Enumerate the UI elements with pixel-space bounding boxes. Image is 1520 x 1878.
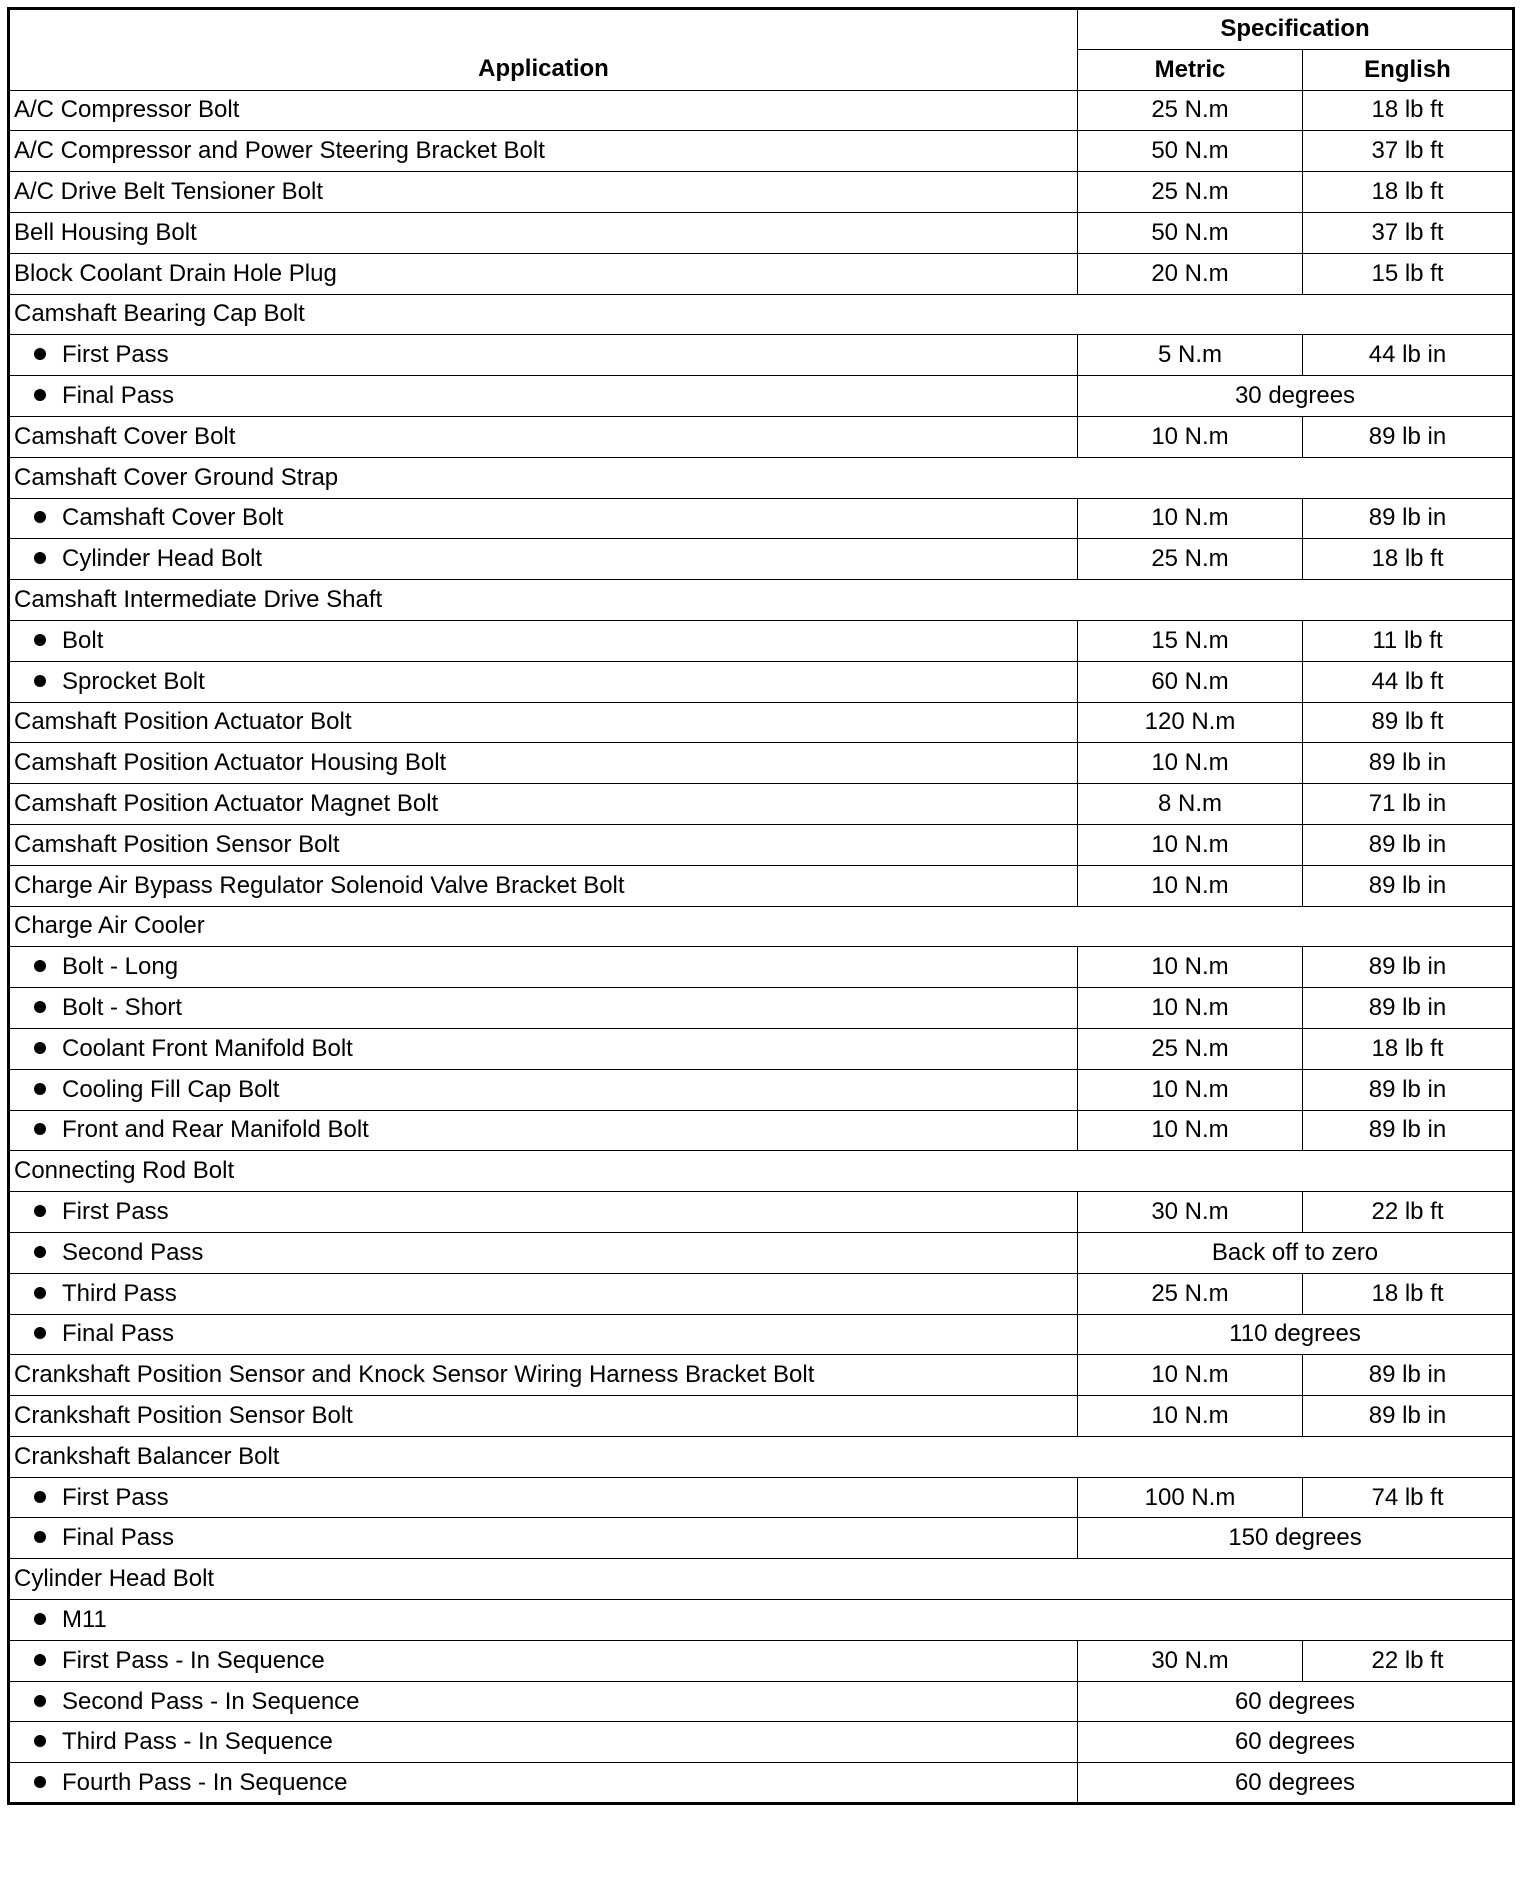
table-row: [9, 1069, 1514, 1110]
metric-value: 60 N.m: [1078, 661, 1303, 702]
metric-value: 25 N.m: [1078, 90, 1303, 131]
bullet-icon: [34, 389, 46, 401]
application-label: Block Coolant Drain Hole Plug: [14, 259, 337, 287]
table-group-row: [9, 1559, 1514, 1600]
english-value: 89 lb in: [1303, 865, 1514, 906]
table-group-row: [9, 1600, 1514, 1641]
table-row: [9, 1110, 1514, 1151]
metric-value: 100 N.m: [1078, 1477, 1303, 1518]
table-row: [9, 865, 1514, 906]
table-row: [9, 1232, 1514, 1273]
metric-value: 8 N.m: [1078, 784, 1303, 825]
bullet-icon: [34, 1695, 46, 1707]
application-cell: [9, 1110, 1078, 1151]
application-label: First Pass: [62, 1198, 169, 1225]
application-cell: [9, 906, 1514, 947]
application-label: Second Pass: [62, 1238, 204, 1266]
table-row: [9, 376, 1514, 417]
bullet-icon: [34, 675, 46, 687]
application-label: First Pass: [62, 341, 169, 369]
application-label: Crankshaft Position Sensor and Knock Sensor Wiring Harness Bracket Bolt: [14, 1361, 815, 1389]
metric-header: Metric: [1078, 49, 1303, 90]
application-label: Cylinder Head Bolt: [14, 1565, 215, 1593]
application-label: A/C Compressor and Power Steering Bracket Bolt: [14, 137, 545, 165]
table-row: [9, 1681, 1514, 1722]
application-cell: [9, 947, 1078, 988]
table-row: [9, 172, 1514, 213]
table-row: [9, 1314, 1514, 1355]
english-value: 18 lb ft: [1303, 172, 1514, 213]
metric-value: 5 N.m: [1078, 335, 1303, 376]
bullet-icon: [34, 511, 46, 523]
metric-value: 10 N.m: [1078, 988, 1303, 1029]
application-label: First Pass: [62, 1483, 169, 1511]
table-row: [9, 620, 1514, 661]
application-cell: [9, 1681, 1078, 1722]
bullet-icon: [34, 552, 46, 564]
bullet-icon: [34, 1654, 46, 1666]
bullet-icon: [34, 1327, 46, 1339]
application-label: Camshaft Intermediate Drive Shaft: [14, 586, 383, 614]
specification-value: 150 degrees: [1078, 1518, 1514, 1559]
application-label: Charge Air Bypass Regulator Solenoid Valve Bracket Bolt: [14, 871, 625, 899]
specification-value: Back off to zero: [1078, 1232, 1514, 1273]
application-cell: [9, 131, 1078, 172]
table-row: [9, 947, 1514, 988]
torque-spec-table: [7, 7, 1515, 1805]
application-cell: [9, 620, 1078, 661]
application-cell: [9, 90, 1078, 131]
english-value: 37 lb ft: [1303, 212, 1514, 253]
application-cell: [9, 1151, 1514, 1192]
application-cell: [9, 172, 1078, 213]
table-group-row: [9, 580, 1514, 621]
metric-value: 10 N.m: [1078, 824, 1303, 865]
english-value: 18 lb ft: [1303, 1273, 1514, 1314]
bullet-icon: [34, 1491, 46, 1503]
application-label: Final Pass: [62, 1320, 175, 1348]
english-value: 74 lb ft: [1303, 1477, 1514, 1518]
metric-value: 25 N.m: [1078, 539, 1303, 580]
english-value: 89 lb in: [1303, 743, 1514, 784]
english-value: 44 lb in: [1303, 335, 1514, 376]
application-label: Final Pass: [62, 382, 175, 410]
metric-value: 30 N.m: [1078, 1640, 1303, 1681]
application-cell: [9, 743, 1078, 784]
application-label: Bolt - Short: [62, 994, 183, 1022]
table-row: [9, 784, 1514, 825]
application-label: First Pass - In Sequence: [62, 1646, 325, 1674]
application-cell: [9, 212, 1078, 253]
application-label: Third Pass: [62, 1279, 177, 1307]
metric-value: 25 N.m: [1078, 1028, 1303, 1069]
table-row: [9, 1640, 1514, 1681]
application-cell: [9, 1396, 1078, 1437]
bullet-icon: [34, 1246, 46, 1258]
application-cell: [9, 784, 1078, 825]
bullet-icon: [34, 348, 46, 360]
table-row: [9, 253, 1514, 294]
table-row: [9, 1192, 1514, 1233]
bullet-icon: [34, 1083, 46, 1095]
application-cell: [9, 253, 1078, 294]
bullet-icon: [34, 1123, 46, 1135]
metric-value: 25 N.m: [1078, 172, 1303, 213]
application-cell: [9, 988, 1078, 1029]
bullet-icon: [34, 1776, 46, 1788]
application-cell: [9, 1518, 1078, 1559]
metric-value: 10 N.m: [1078, 1355, 1303, 1396]
application-label: M11: [62, 1605, 107, 1633]
application-cell: [9, 376, 1078, 417]
metric-value: 25 N.m: [1078, 1273, 1303, 1314]
application-label: Camshaft Cover Ground Strap: [14, 463, 339, 491]
metric-value: 10 N.m: [1078, 865, 1303, 906]
application-label: A/C Compressor Bolt: [14, 96, 240, 124]
application-cell: [9, 294, 1514, 335]
table-group-row: [9, 294, 1514, 335]
metric-value: 10 N.m: [1078, 743, 1303, 784]
english-value: 22 lb ft: [1303, 1640, 1514, 1681]
application-label: Fourth Pass - In Sequence: [62, 1768, 348, 1796]
table-row: [9, 988, 1514, 1029]
application-cell: [9, 824, 1078, 865]
application-cell: [9, 1314, 1078, 1355]
metric-value: 10 N.m: [1078, 498, 1303, 539]
application-label: Cylinder Head Bolt: [62, 545, 263, 573]
table-row: [9, 743, 1514, 784]
bullet-icon: [34, 1735, 46, 1747]
english-value: 18 lb ft: [1303, 539, 1514, 580]
application-label: Camshaft Position Sensor Bolt: [14, 830, 340, 858]
bullet-icon: [34, 960, 46, 972]
application-label: Connecting Rod Bolt: [14, 1157, 235, 1185]
bullet-icon: [34, 1531, 46, 1543]
application-cell: [9, 1273, 1078, 1314]
application-label: Camshaft Cover Bolt: [14, 422, 236, 450]
application-cell: [9, 1477, 1078, 1518]
table-row: [9, 335, 1514, 376]
application-label: Bolt: [62, 626, 104, 654]
application-cell: [9, 457, 1514, 498]
table-row: [9, 1396, 1514, 1437]
application-label: Bell Housing Bolt: [14, 218, 197, 246]
table-header: [9, 9, 1514, 91]
specification-value: 110 degrees: [1078, 1314, 1514, 1355]
metric-value: 50 N.m: [1078, 131, 1303, 172]
table-group-row: [9, 457, 1514, 498]
metric-value: 10 N.m: [1078, 1069, 1303, 1110]
english-value: 89 lb in: [1303, 416, 1514, 457]
application-label: Camshaft Cover Bolt: [62, 504, 284, 532]
metric-value: 20 N.m: [1078, 253, 1303, 294]
english-value: 89 lb ft: [1303, 702, 1514, 743]
specification-value: 60 degrees: [1078, 1681, 1514, 1722]
application-label: Charge Air Cooler: [14, 912, 205, 940]
english-value: 18 lb ft: [1303, 1028, 1514, 1069]
application-label: Bolt - Long: [62, 953, 179, 981]
metric-value: 120 N.m: [1078, 702, 1303, 743]
application-label: Crankshaft Position Sensor Bolt: [14, 1401, 353, 1429]
application-label: Camshaft Position Actuator Magnet Bolt: [14, 790, 439, 818]
specification-value: 60 degrees: [1078, 1722, 1514, 1763]
metric-value: 10 N.m: [1078, 947, 1303, 988]
english-value: 89 lb in: [1303, 498, 1514, 539]
application-cell: [9, 1069, 1078, 1110]
table-row: [9, 1722, 1514, 1763]
metric-value: 30 N.m: [1078, 1192, 1303, 1233]
metric-value: 15 N.m: [1078, 620, 1303, 661]
application-label: Final Pass: [62, 1524, 175, 1552]
english-value: 22 lb ft: [1303, 1192, 1514, 1233]
application-label: Sprocket Bolt: [62, 667, 205, 695]
table-row: [9, 1355, 1514, 1396]
application-cell: [9, 580, 1514, 621]
application-label: Second Pass - In Sequence: [62, 1687, 360, 1715]
table-row: [9, 539, 1514, 580]
table-row: [9, 1273, 1514, 1314]
table-group-row: [9, 1436, 1514, 1477]
bullet-icon: [34, 1613, 46, 1625]
bullet-icon: [34, 634, 46, 646]
application-cell: [9, 539, 1078, 580]
application-cell: [9, 1232, 1078, 1273]
bullet-icon: [34, 1001, 46, 1013]
specification-header: Specification: [1078, 9, 1514, 50]
english-value: 89 lb in: [1303, 1110, 1514, 1151]
table-row: [9, 90, 1514, 131]
english-value: 15 lb ft: [1303, 253, 1514, 294]
application-cell: [9, 1192, 1078, 1233]
specification-value: 60 degrees: [1078, 1763, 1514, 1804]
english-value: 37 lb ft: [1303, 131, 1514, 172]
table-row: [9, 1763, 1514, 1804]
english-value: 44 lb ft: [1303, 661, 1514, 702]
table-row: [9, 1477, 1514, 1518]
table-row: [9, 498, 1514, 539]
application-cell: [9, 1559, 1514, 1600]
table-row: [9, 661, 1514, 702]
table-row: [9, 702, 1514, 743]
application-label: Crankshaft Balancer Bolt: [14, 1442, 280, 1470]
application-label: Third Pass - In Sequence: [62, 1728, 333, 1756]
application-cell: [9, 702, 1078, 743]
application-cell: [9, 1028, 1078, 1069]
application-cell: [9, 1436, 1514, 1477]
english-value: 89 lb in: [1303, 1396, 1514, 1437]
english-value: 89 lb in: [1303, 947, 1514, 988]
english-value: 89 lb in: [1303, 1355, 1514, 1396]
application-label: Coolant Front Manifold Bolt: [62, 1034, 353, 1062]
header-row-top: [9, 9, 1514, 50]
metric-value: 10 N.m: [1078, 1396, 1303, 1437]
english-value: 89 lb in: [1303, 824, 1514, 865]
table-row: [9, 1518, 1514, 1559]
application-header: Application: [9, 9, 1078, 91]
table-group-row: [9, 1151, 1514, 1192]
application-label: A/C Drive Belt Tensioner Bolt: [14, 178, 324, 206]
application-cell: [9, 416, 1078, 457]
application-label: Front and Rear Manifold Bolt: [62, 1116, 369, 1144]
application-cell: [9, 865, 1078, 906]
english-value: 89 lb in: [1303, 988, 1514, 1029]
application-cell: [9, 498, 1078, 539]
application-cell: [9, 335, 1078, 376]
table-row: [9, 212, 1514, 253]
application-label: Camshaft Position Actuator Bolt: [14, 708, 352, 736]
table-row: [9, 131, 1514, 172]
metric-value: 50 N.m: [1078, 212, 1303, 253]
metric-value: 10 N.m: [1078, 416, 1303, 457]
table-row: [9, 824, 1514, 865]
metric-value: 10 N.m: [1078, 1110, 1303, 1151]
bullet-icon: [34, 1287, 46, 1299]
application-cell: [9, 1640, 1078, 1681]
table-body: [9, 90, 1514, 1803]
english-value: 18 lb ft: [1303, 90, 1514, 131]
application-label: Camshaft Bearing Cap Bolt: [14, 300, 305, 328]
bullet-icon: [34, 1042, 46, 1054]
table-row: [9, 1028, 1514, 1069]
application-label: Cooling Fill Cap Bolt: [62, 1075, 280, 1103]
english-value: 89 lb in: [1303, 1069, 1514, 1110]
english-value: 71 lb in: [1303, 784, 1514, 825]
application-cell: [9, 1763, 1078, 1804]
application-cell: [9, 1722, 1078, 1763]
application-label: Camshaft Position Actuator Housing Bolt: [14, 749, 447, 777]
table-group-row: [9, 906, 1514, 947]
english-value: 11 lb ft: [1303, 620, 1514, 661]
application-cell: [9, 661, 1078, 702]
specification-value: 30 degrees: [1078, 376, 1514, 417]
english-header: English: [1303, 49, 1514, 90]
application-cell: [9, 1600, 1514, 1641]
table-row: [9, 416, 1514, 457]
bullet-icon: [34, 1205, 46, 1217]
application-cell: [9, 1355, 1078, 1396]
